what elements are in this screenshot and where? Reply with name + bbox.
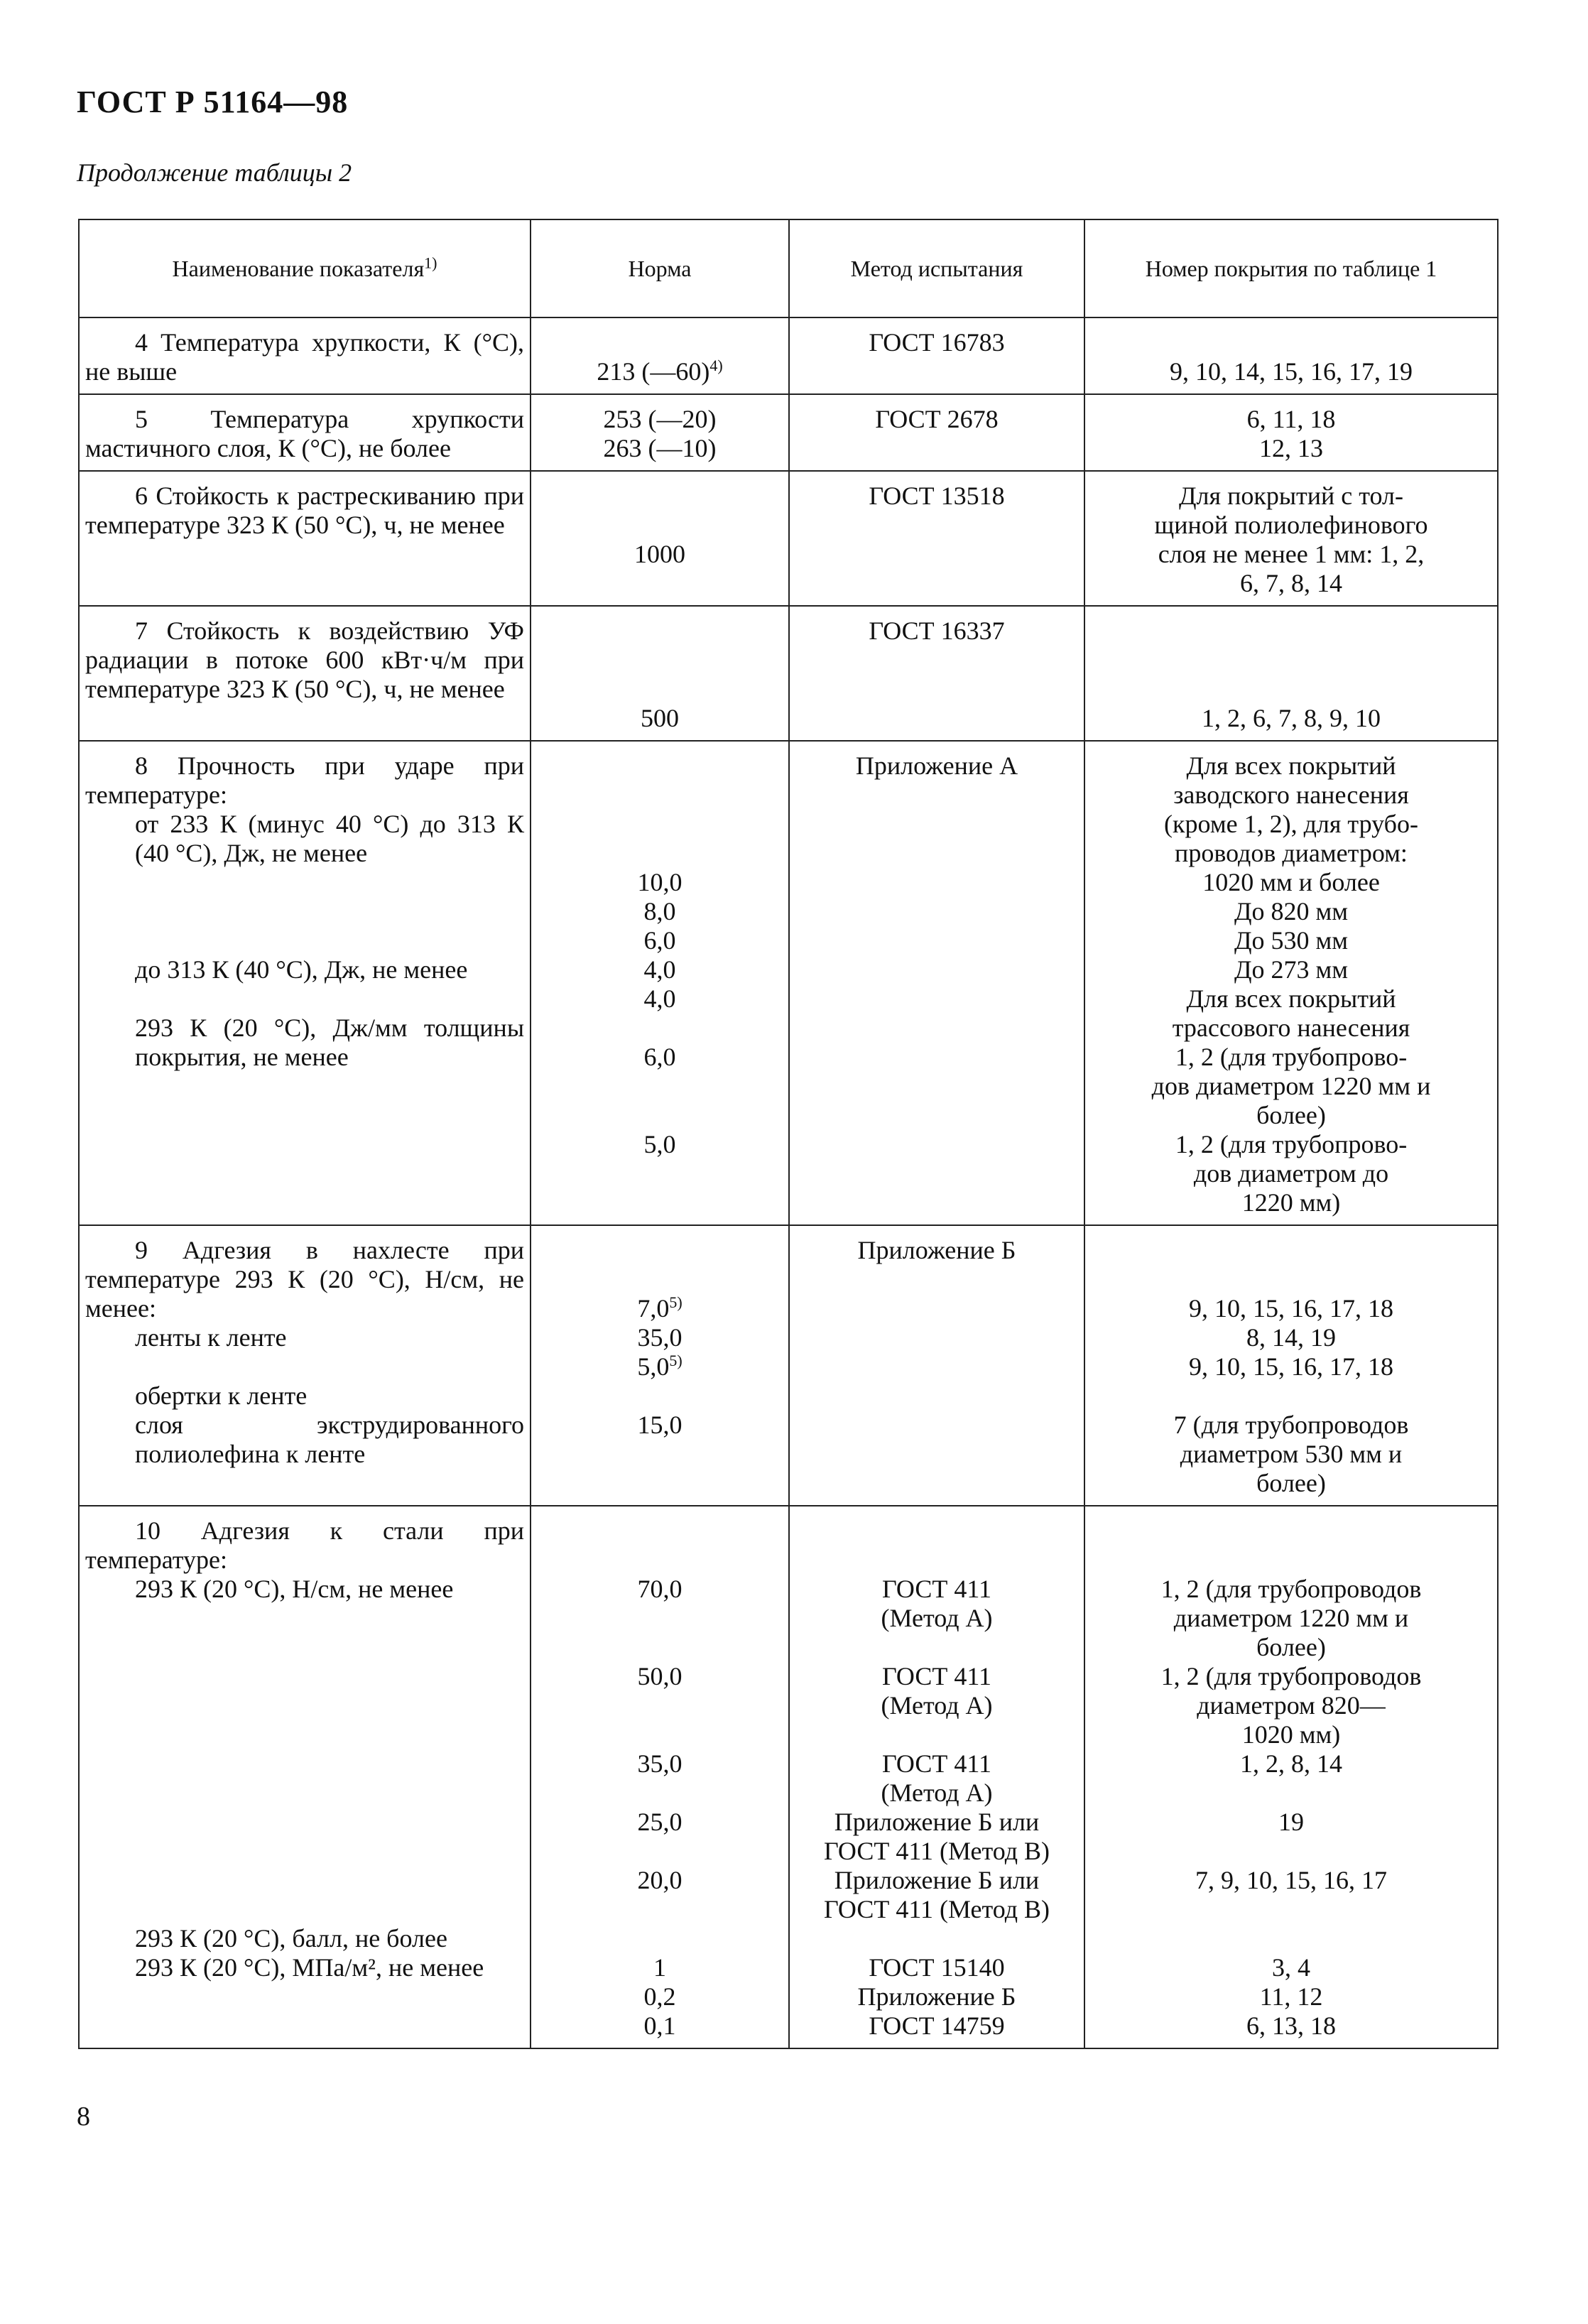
indicator-subitem: [85, 1749, 524, 1779]
norm-line: 8,0: [643, 897, 676, 925]
norm-line: 253 (—20): [603, 405, 717, 433]
norm-line: 70,0: [637, 1575, 682, 1603]
cover-line: 6, 11, 18: [1246, 405, 1336, 433]
method-cell: [789, 394, 1084, 471]
cover-line: [1091, 328, 1491, 357]
cover-line: 1, 2 (для трубопрово-: [1175, 1043, 1408, 1071]
method-line: (Метод А): [881, 1604, 993, 1632]
method-line: Приложение Б или: [834, 1808, 1040, 1836]
table-row: [79, 606, 1498, 741]
indicator-name: 7 Стойкость к воздействию УФ радиации в потоке 600 кВт·ч/м при температуре 323 К (50 °С), ч, не менее: [85, 617, 524, 703]
cover-line: 3, 4: [1272, 1953, 1310, 1982]
cover-line: дов диаметром 1220 мм и: [1151, 1072, 1431, 1100]
cover-line: 19: [1278, 1808, 1304, 1836]
method-line: ГОСТ 14759: [869, 2011, 1005, 2040]
norm-line: [537, 810, 783, 839]
norm-value: 213 (—60): [597, 357, 710, 386]
method-line: ГОСТ 16337: [869, 617, 1005, 645]
norm-line: 6,0: [643, 926, 676, 955]
indicator-subitem: 293 К (20 °С), балл, не более: [135, 1924, 447, 1953]
norm-line: [537, 1236, 783, 1265]
cover-line: 7, 9, 10, 15, 16, 17: [1195, 1866, 1387, 1894]
method-line: ГОСТ 411: [881, 1662, 992, 1690]
method-line: ГОСТ 2678: [875, 405, 999, 433]
norm-line: 20,0: [637, 1866, 682, 1894]
table-row: [79, 317, 1498, 394]
norm-line: [537, 482, 783, 511]
cover-line: трассового нанесения: [1172, 1014, 1410, 1042]
method-line: Приложение Б: [857, 1982, 1016, 2011]
method-cell: [789, 471, 1084, 606]
cover-line: более): [1256, 1633, 1326, 1661]
cover-line: [1091, 1546, 1491, 1575]
method-line: ГОСТ 411: [881, 1575, 992, 1603]
norm-value: 5,0: [637, 1352, 670, 1381]
cover-line: [1091, 617, 1491, 646]
cover-line: 1, 2, 6, 7, 8, 9, 10: [1202, 704, 1381, 732]
norm-line: 4,0: [643, 984, 676, 1013]
norm-line: [537, 1014, 783, 1043]
coating-number-cell: [1084, 471, 1498, 606]
norm-cell: [531, 394, 789, 471]
table-caption: Продолжение таблицы 2: [77, 158, 352, 187]
cover-line: 6, 7, 8, 14: [1240, 569, 1342, 597]
norm-line: [537, 1924, 783, 1953]
table-row: [79, 471, 1498, 606]
method-line: [795, 1516, 1078, 1546]
method-line: Приложение Б или: [834, 1866, 1040, 1894]
indicator-subitem: [85, 868, 524, 897]
cover-line: диаметром 820—: [1197, 1691, 1386, 1720]
cover-line: [1091, 1236, 1491, 1265]
indicator-subitem: [85, 1895, 524, 1924]
cover-line: [1091, 1837, 1491, 1866]
specification-table: [78, 219, 1499, 2049]
norm-line: [537, 1633, 783, 1662]
cover-line: 7 (для трубопроводов: [1173, 1411, 1409, 1439]
norm-cell: [531, 317, 789, 394]
indicator-name: 5 Температура хрупкости мастичного слоя, К (°С), не более: [85, 405, 524, 462]
norm-cell: [531, 741, 789, 1225]
indicator-cell: [79, 394, 531, 471]
indicator-subitem: ленты к ленте: [135, 1323, 287, 1352]
cover-line: До 530 мм: [1234, 926, 1349, 955]
cover-line: 12, 13: [1259, 434, 1323, 462]
table-row: [79, 1506, 1498, 2048]
footnote-marker: 5): [669, 1352, 682, 1369]
norm-line: [537, 511, 783, 540]
indicator-subitem: [85, 1691, 524, 1720]
norm-cell: [531, 1506, 789, 2048]
cover-line: До 273 мм: [1234, 955, 1349, 984]
norm-line: [537, 1895, 783, 1924]
method-cell: [789, 1225, 1084, 1506]
norm-line: [537, 1072, 783, 1101]
indicator-name: 8 Прочность при ударе при температуре:: [85, 751, 524, 809]
cover-line: диаметром 1220 мм и: [1173, 1604, 1409, 1632]
norm-line: 15,0: [637, 1411, 682, 1439]
table-row: [79, 1225, 1498, 1506]
indicator-cell: [79, 741, 531, 1225]
method-line: [795, 1633, 1078, 1662]
indicator-subitem: 293 К (20 °С), Дж/мм толщины покрытия, не менее: [135, 1014, 524, 1071]
indicator-name: 6 Стойкость к растрескиванию при температуре 323 К (50 °С), ч, не менее: [85, 482, 524, 539]
cover-line: [1091, 646, 1491, 675]
footnote-marker: 5): [669, 1293, 682, 1311]
indicator-subitem: [85, 1808, 524, 1837]
cover-line: заводского нанесения: [1173, 781, 1409, 809]
norm-line: [537, 328, 783, 357]
method-line: ГОСТ 411: [881, 1749, 992, 1778]
indicator-cell: [79, 1225, 531, 1506]
indicator-subitem: обертки к ленте: [135, 1381, 308, 1410]
cover-line: проводов диаметром:: [1175, 839, 1408, 867]
cover-line: Для покрытий с тол-: [1178, 482, 1403, 510]
indicator-name: 4 Температура хрупкости, К (°С), не выше: [85, 328, 524, 386]
norm-line: 4,0: [643, 955, 676, 984]
cover-line: 9, 10, 15, 16, 17, 18: [1189, 1294, 1393, 1323]
cover-line: Для всех покрытий: [1186, 751, 1396, 780]
norm-cell: [531, 606, 789, 741]
norm-line: 25,0: [637, 1808, 682, 1836]
norm-line: 1: [653, 1953, 666, 1982]
method-line: ГОСТ 411 (Метод В): [823, 1895, 1050, 1923]
indicator-subitem: от 233 К (минус 40 °С) до 313 К (40 °С), Дж, не менее: [135, 810, 524, 867]
norm-line: [537, 839, 783, 868]
cover-line: 9, 10, 15, 16, 17, 18: [1189, 1352, 1393, 1381]
norm-line: [537, 1381, 783, 1411]
norm-line: 0,2: [643, 1982, 676, 2011]
table-row: [79, 741, 1498, 1225]
cover-line: 11, 12: [1259, 1982, 1323, 2011]
cover-line: более): [1256, 1101, 1326, 1129]
method-line: ГОСТ 16783: [869, 328, 1005, 357]
norm-line: [537, 357, 783, 386]
indicator-subitem: 293 К (20 °С), Н/см, не менее: [135, 1575, 454, 1603]
cover-line: [1091, 1924, 1491, 1953]
norm-line: [537, 781, 783, 810]
cover-line: 1, 2, 8, 14: [1240, 1749, 1342, 1778]
method-cell: [789, 741, 1084, 1225]
norm-line: [537, 1779, 783, 1808]
indicator-subitem: [85, 1779, 524, 1808]
cover-line: До 820 мм: [1234, 897, 1349, 925]
method-line: ГОСТ 15140: [869, 1953, 1005, 1982]
coating-number-cell: [1084, 1225, 1498, 1506]
cover-line: 1, 2 (для трубопроводов: [1160, 1662, 1422, 1690]
indicator-cell: [79, 606, 531, 741]
cover-line: дов диаметром до: [1193, 1159, 1389, 1188]
indicator-subitem: слоя экструдированного полиолефина к ленте: [135, 1411, 524, 1468]
norm-line: [537, 1720, 783, 1749]
method-line: [795, 1546, 1078, 1575]
method-line: Приложение А: [855, 751, 1018, 780]
norm-line: 50,0: [637, 1662, 682, 1690]
norm-line: [537, 1265, 783, 1294]
norm-line: 0,1: [643, 2011, 676, 2040]
norm-line: 35,0: [637, 1323, 682, 1352]
norm-value: 7,0: [637, 1294, 670, 1323]
indicator-subitem: [85, 1604, 524, 1633]
indicator-subitem: [85, 1352, 524, 1381]
cover-line: 1, 2 (для трубопрово-: [1175, 1130, 1408, 1158]
cover-line: [1091, 1381, 1491, 1411]
cover-line: [1091, 675, 1491, 704]
norm-line: [537, 646, 783, 675]
cover-line: 8, 14, 19: [1246, 1323, 1336, 1352]
norm-line: [537, 1101, 783, 1130]
column-header-norm: Норма: [531, 219, 789, 317]
cover-line: 6, 13, 18: [1246, 2011, 1336, 2040]
indicator-subitem: [85, 1720, 524, 1749]
cover-line: щиной полиолефинового: [1154, 511, 1428, 539]
coating-number-cell: [1084, 317, 1498, 394]
norm-line: 5,0: [643, 1130, 676, 1158]
cover-line: [1091, 1516, 1491, 1546]
page-number: 8: [77, 2102, 90, 2132]
norm-line: 35,0: [637, 1749, 682, 1778]
coating-number-cell: [1084, 741, 1498, 1225]
norm-line: [537, 675, 783, 704]
norm-cell: [531, 1225, 789, 1506]
table-row: [79, 394, 1498, 471]
cover-line: Для всех покрытий: [1186, 984, 1396, 1013]
norm-line: 1000: [634, 540, 685, 568]
cover-line: [1091, 1895, 1491, 1924]
indicator-subitem: [85, 1662, 524, 1691]
column-header-coating-number: Номер покрытия по таблице 1: [1084, 219, 1498, 317]
indicator-subitem: [85, 1866, 524, 1895]
cover-line: (кроме 1, 2), для трубо-: [1164, 810, 1418, 838]
cover-line: [1091, 1265, 1491, 1294]
coating-number-cell: [1084, 606, 1498, 741]
norm-line: [537, 1837, 783, 1866]
indicator-subitem: 293 К (20 °С), МПа/м², не менее: [135, 1953, 484, 1982]
indicator-name: 10 Адгезия к стали при температуре:: [85, 1516, 524, 1574]
indicator-subitem: до 313 К (40 °С), Дж, не менее: [135, 955, 468, 984]
norm-line: [537, 1604, 783, 1633]
document-title: ГОСТ Р 51164—98: [77, 85, 349, 119]
cover-line: диаметром 530 мм и: [1180, 1440, 1403, 1468]
method-line: (Метод А): [881, 1691, 993, 1720]
method-cell: [789, 1506, 1084, 2048]
method-line: [795, 1924, 1078, 1953]
cover-line: слоя не менее 1 мм: 1, 2,: [1158, 540, 1425, 568]
column-header-indicator: Наименование показателя$^{1)}$: [79, 219, 531, 317]
indicator-subitem: [85, 984, 524, 1014]
method-line: [795, 1720, 1078, 1749]
cover-line: 1020 мм и более: [1202, 868, 1380, 896]
column-header-method: Метод испытания: [789, 219, 1084, 317]
norm-line: [537, 751, 783, 781]
footnote-marker: 4): [709, 357, 723, 374]
norm-line: [537, 1516, 783, 1546]
indicator-subitem: [85, 926, 524, 955]
method-line: (Метод А): [881, 1779, 993, 1807]
table-header-row: [79, 219, 1498, 317]
method-line: Приложение Б: [857, 1236, 1016, 1264]
norm-line: [537, 617, 783, 646]
norm-line: 6,0: [643, 1043, 676, 1071]
coating-number-cell: [1084, 1506, 1498, 2048]
indicator-cell: [79, 1506, 531, 2048]
indicator-cell: [79, 317, 531, 394]
method-line: ГОСТ 411 (Метод В): [823, 1837, 1050, 1865]
cover-line: 9, 10, 14, 15, 16, 17, 19: [1170, 357, 1413, 386]
method-cell: [789, 606, 1084, 741]
norm-line: 10,0: [637, 868, 682, 896]
method-cell: [789, 317, 1084, 394]
indicator-subitem: [85, 1633, 524, 1662]
cover-line: более): [1256, 1469, 1326, 1497]
norm-line: [537, 1546, 783, 1575]
coating-number-cell: [1084, 394, 1498, 471]
indicator-subitem: [85, 1837, 524, 1866]
norm-line: [537, 1352, 783, 1381]
cover-line: 1220 мм): [1241, 1188, 1341, 1217]
norm-line: [537, 1691, 783, 1720]
cover-line: 1, 2 (для трубопроводов: [1160, 1575, 1422, 1603]
norm-line: 500: [641, 704, 679, 732]
norm-line: 263 (—10): [603, 434, 717, 462]
norm-cell: [531, 471, 789, 606]
method-line: ГОСТ 13518: [869, 482, 1005, 510]
indicator-cell: [79, 471, 531, 606]
cover-line: [1091, 1779, 1491, 1808]
indicator-subitem: [85, 897, 524, 926]
footnote-marker: 1): [424, 254, 437, 272]
norm-line: [537, 1294, 783, 1323]
indicator-name: 9 Адгезия в нахлесте при температуре 293 К (20 °С), Н/см, не менее:: [85, 1236, 524, 1323]
cover-line: 1020 мм): [1241, 1720, 1341, 1749]
